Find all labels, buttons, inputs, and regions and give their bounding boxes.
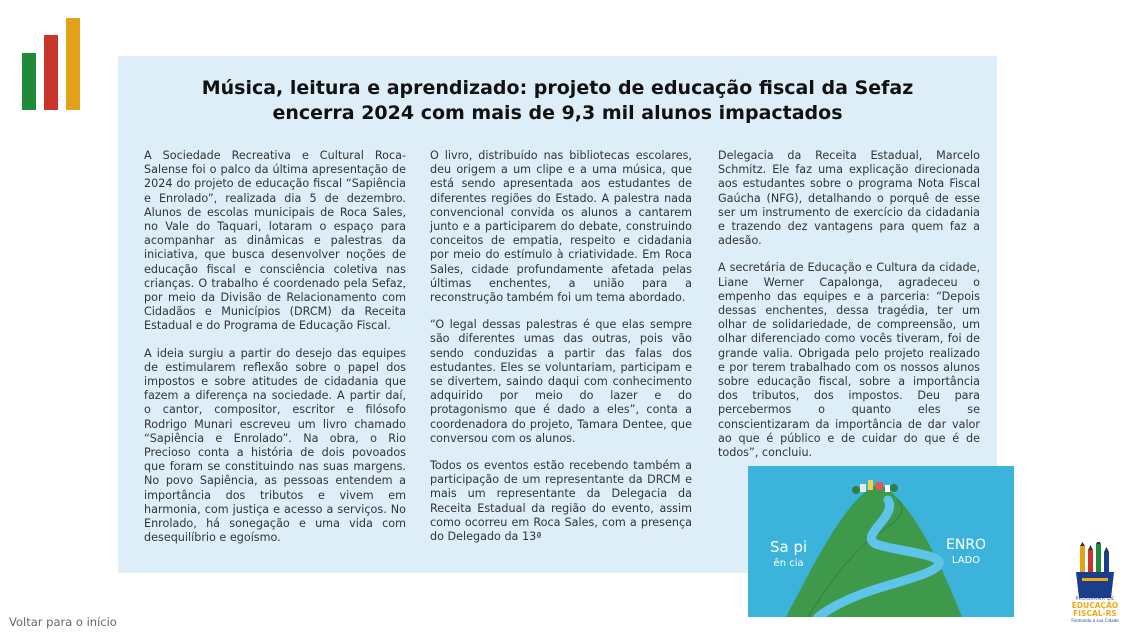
project-illustration: [748, 466, 1014, 617]
paragraph: Delegacia da Receita Estadual, Marcelo Schmitz. Ele faz uma explicação direcionada aos estudantes sobre o programa Nota Fiscal Gaúcha (NFG), detalhando o porquê de esse ser um instrumento de exercício da cidadania e trazendo dez vantagens para quem faz a adesão.: [718, 149, 980, 248]
back-to-start-link[interactable]: Voltar para o início: [9, 615, 117, 629]
enrolado-top: ENRO: [946, 537, 987, 553]
paragraph: A Sociedade Recreativa e Cultural Roca-Salense foi o palco da última apresentação de 2024 do projeto de educação fiscal “Sapiência e Enrolado”, realizada dia 5 de dezembro. Alunos de escolas municipais de Roca Sales, no Vale do Taquari, lotaram o espaço para acompanhar as dinâmicas e palestras da iniciativa, que busca desenvolver noções de educação fiscal e consciência coletiva nas crianças. O trabalho é coordenado pela Sefaz, por meio da Divisão de Relacionamento com Cidadãos e Municípios (DRCM) da Receita Estadual e do Programa de Educação Fiscal.: [144, 149, 406, 333]
logo-bar-yellow: [66, 18, 80, 110]
paragraph: “O legal dessas palestras é que elas sempre são diferentes umas das outras, pois vão sendo conduzidas a partir das falas dos estudantes. Eles se voluntariam, participam e se divertem, saindo daqui com conhecimento adquirido por meio do lazer e do protagonismo que é dado a eles”, conta a coordenadora do projeto, Tamara Dentee, que conversou com os alunos.: [430, 318, 692, 445]
sapiencia-bottom: ên cia: [773, 558, 804, 569]
article-title: [118, 76, 997, 126]
badge-top-text: PROGRAMA DE: [1075, 597, 1115, 602]
title-line-2: encerra 2024 com mais de 9,3 mil alunos impactados: [272, 102, 843, 124]
pencil-cup-icon: [1066, 542, 1124, 598]
badge-bottom-text: Formando a sua Cidade: [1071, 618, 1119, 623]
enrolado-word: [946, 538, 986, 568]
article-column-3: [718, 149, 980, 473]
article-column-1: [144, 149, 406, 558]
paragraph: Todos os eventos estão recebendo também a participação de um representante da DRCM e mais um representante da Delegacia da Receita Estadual da região do evento, assim como ocorreu em Roca Sales, com a presença do Delegado da 13ª: [430, 459, 692, 544]
title-line-1: Música, leitura e aprendizado: projeto de educação fiscal da Sefaz: [201, 77, 914, 99]
logo-bar-red: [44, 35, 58, 110]
badge-line-2: FISCAL-RS: [1073, 609, 1117, 618]
logo-bars: [22, 10, 86, 110]
sapiencia-word: [770, 540, 807, 571]
badge-line-1: EDUCAÇÃO: [1071, 601, 1119, 610]
article-column-2: [430, 149, 692, 557]
paragraph: A secretária de Educação e Cultura da cidade, Liane Werner Capalonga, agradeceu o empenho das equipes e a parceria: “Depois dessas enchentes, dessa tragédia, ter um olhar de solidariedade, de compreensão, um olhar diferenciado como vocês tiveram, foi de grande valia. Obrigada pelo projeto realizado e por terem trabalhado com os nossos alunos sobre educação fiscal, sobre a importância dos tributos, dos impostos. Deu para percebermos o quanto eles se conscientizaram da importância de dar valor ao que é público e de cuidar do que é de todos”, concluiu.: [718, 261, 980, 460]
paragraph: O livro, distribuído nas bibliotecas escolares, deu origem a um clipe e a uma música, que está sendo apresentada aos estudantes de diferentes regiões do Estado. A palestra nada convencional convida os alunos a cantarem junto e a participarem do debate, construindo conceitos de empatia, respeito e cidadania por meio do estímulo à criatividade. Em Roca Sales, cidade profundamente afetada pelas últimas enchentes, a união para a reconstrução também foi um tema abordado.: [430, 149, 692, 305]
paragraph: A ideia surgiu a partir do desejo das equipes de estimularem reflexão sobre o papel dos impostos e sobre atitudes de cidadania que fazem a diferença na sociedade. A partir daí, o cantor, compositor, escritor e filósofo Rodrigo Munari escreveu um livro chamado “Sapiência e Enrolado”. Na obra, o Rio Precioso conta a história de dois povoados que foram se constituindo nas suas margens. No povo Sapiência, as pessoas entendem a importância dos tributos e vivem em harmonia, com justiça e acesso a serviços. No Enrolado, há sonegação e uma vida com desequilíbrio e egoísmo.: [144, 346, 406, 545]
logo-bar-green: [22, 53, 36, 110]
enrolado-bottom: LADO: [951, 555, 981, 566]
sapiencia-top: Sa pi: [770, 538, 808, 556]
badge-text: [1066, 597, 1124, 623]
education-fiscal-badge: [1066, 542, 1124, 630]
